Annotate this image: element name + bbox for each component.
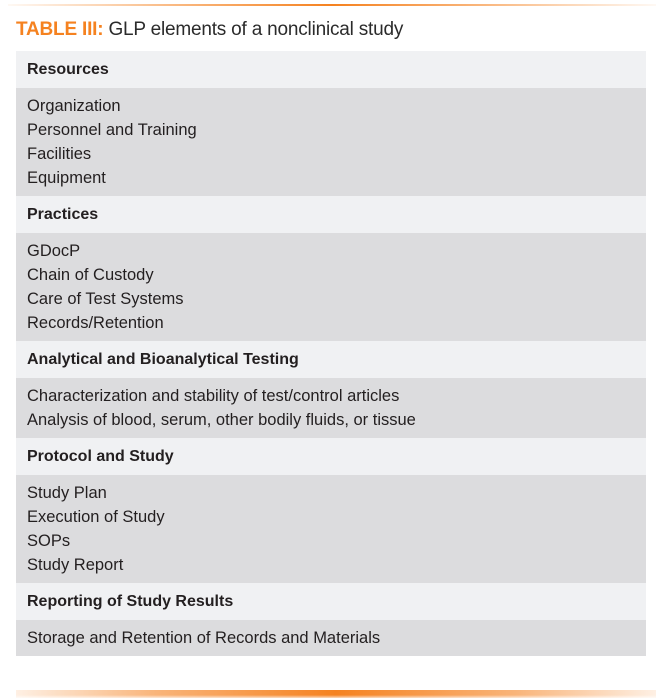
section-items-practices xyxy=(16,233,646,341)
list-item: Analysis of blood, serum, other bodily fluids, or tissue xyxy=(27,411,416,429)
table-caption-label: TABLE III: xyxy=(16,19,104,40)
list-item: Execution of Study xyxy=(27,508,165,526)
list-item: Care of Test Systems xyxy=(27,290,184,308)
top-divider-rule xyxy=(8,4,656,6)
list-item: Chain of Custody xyxy=(27,266,154,284)
section-header-practices: Practices xyxy=(16,196,646,233)
section-header-resources: Resources xyxy=(16,51,646,88)
list-item: Records/Retention xyxy=(27,314,164,332)
table-caption-text: GLP elements of a nonclinical study xyxy=(103,19,404,40)
list-item: Storage and Retention of Records and Materials xyxy=(27,629,381,647)
bottom-divider-rule xyxy=(16,690,656,698)
list-item: Personnel and Training xyxy=(27,121,197,139)
list-item: Study Plan xyxy=(27,484,107,502)
section-header-reporting-results: Reporting of Study Results xyxy=(16,583,646,620)
list-item: SOPs xyxy=(27,532,71,550)
list-item: Study Report xyxy=(27,556,124,574)
section-header-protocol-and-study: Protocol and Study xyxy=(16,438,646,475)
list-item: Organization xyxy=(27,97,121,115)
section-items-analytical-testing xyxy=(16,378,646,438)
section-items-resources xyxy=(16,88,646,196)
table-caption xyxy=(16,18,403,42)
section-items-protocol-and-study xyxy=(16,475,646,583)
section-items-reporting-results xyxy=(16,620,646,656)
glp-elements-table xyxy=(16,51,646,656)
list-item: Characterization and stability of test/control articles xyxy=(27,387,400,405)
list-item: Equipment xyxy=(27,169,106,187)
list-item: GDocP xyxy=(27,242,81,260)
list-item: Facilities xyxy=(27,145,92,163)
section-header-analytical-testing: Analytical and Bioanalytical Testing xyxy=(16,341,646,378)
